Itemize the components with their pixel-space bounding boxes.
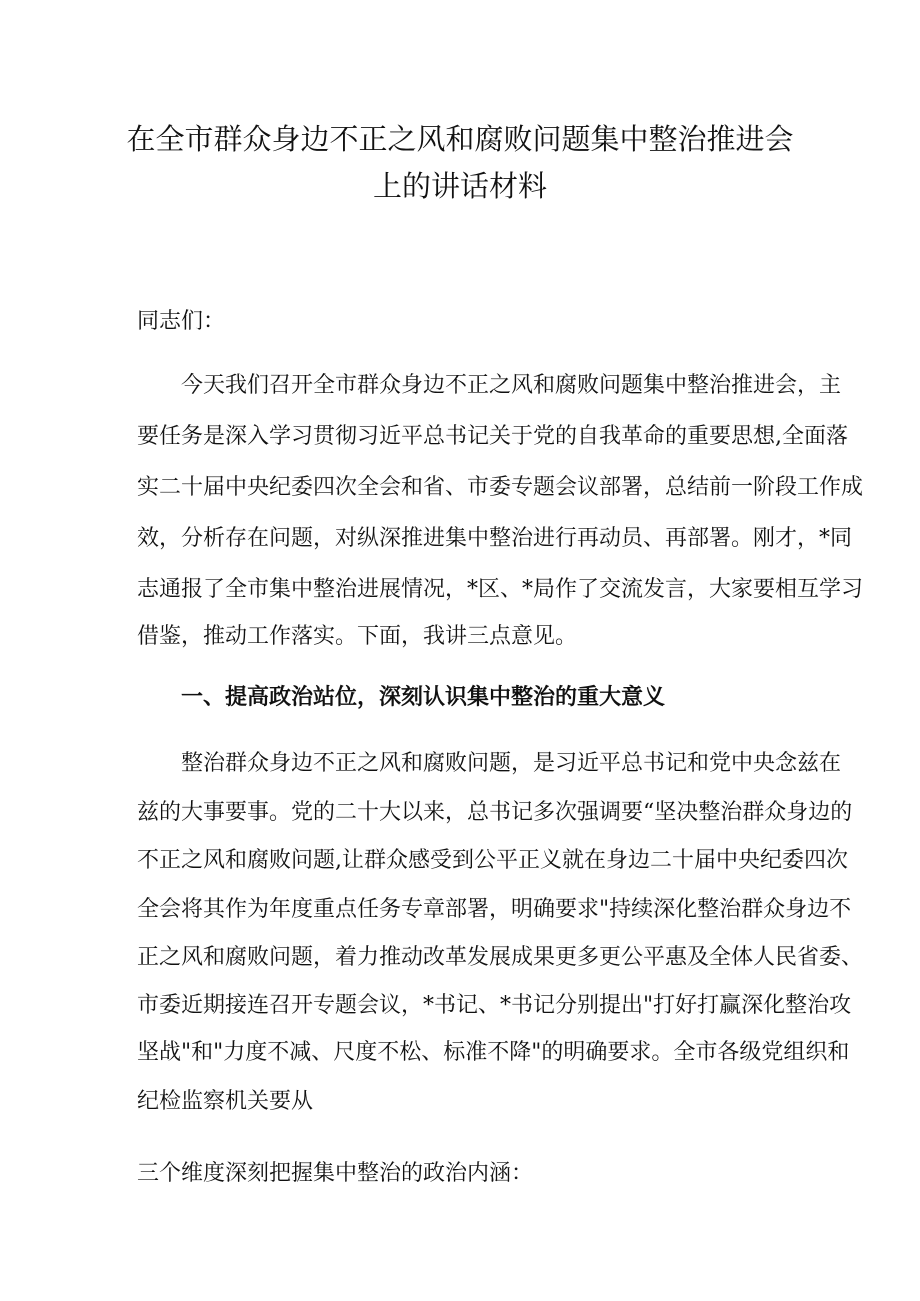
section1-line: 正之风和腐败问题，着力推动改革发展成果更多更公平惠及全体人民省委、: [137, 945, 864, 970]
intro-line: 效，分析存在问题，对纵深推进集中整治进行再动员、再部署。刚才，*同: [137, 526, 853, 551]
intro-line: 志通报了全市集中整治进展情况，*区、*局作了交流发言，大家要相互学习: [137, 577, 864, 602]
section1-line: 兹的大事要事。党的二十大以来，总书记多次强调要“坚决整治群众身边的: [137, 800, 853, 825]
intro-line: 实二十届中央纪委四次全会和省、市委专题会议部署，总结前一阶段工作成: [137, 475, 864, 500]
intro-line: 借鉴，推动工作落实。下面，我讲三点意见。: [137, 624, 578, 649]
intro-line: 今天我们召开全市群众身边不正之风和腐败问题集中整治推进会，主: [181, 373, 842, 398]
document-title-line-1: 在全市群众身边不正之风和腐败问题集中整治推进会: [126, 122, 794, 156]
section1-line: 市委近期接连召开专题会议，*书记、*书记分别提出"打好打赢深化整治攻: [137, 993, 852, 1018]
document-title-line-2: 上的讲话材料: [372, 169, 547, 203]
section-heading-1: 一、提高政治站位，深刻认识集中整治的重大意义: [181, 685, 666, 710]
greeting: 同志们：: [137, 309, 226, 334]
section1-line: 不正之风和腐败问题,让群众感受到公平正义就在身边二十届中央纪委四次: [137, 848, 848, 873]
section1-line: 坚战"和"力度不减、尺度不松、标准不降"的明确要求。全市各级党组织和: [137, 1040, 850, 1065]
intro-line: 要任务是深入学习贯彻习近平总书记关于党的自我革命的重要思想,全面落: [137, 424, 848, 449]
section1-line: 全会将其作为年度重点任务专章部署，明确要求"持续深化整治群众身边不: [137, 897, 852, 922]
section1-tail: 三个维度深刻把握集中整治的政治内涵：: [137, 1161, 534, 1186]
section1-line: 整治群众身边不正之风和腐败问题，是习近平总书记和党中央念兹在: [181, 751, 842, 776]
section1-line: 纪检监察机关要从: [137, 1089, 314, 1114]
